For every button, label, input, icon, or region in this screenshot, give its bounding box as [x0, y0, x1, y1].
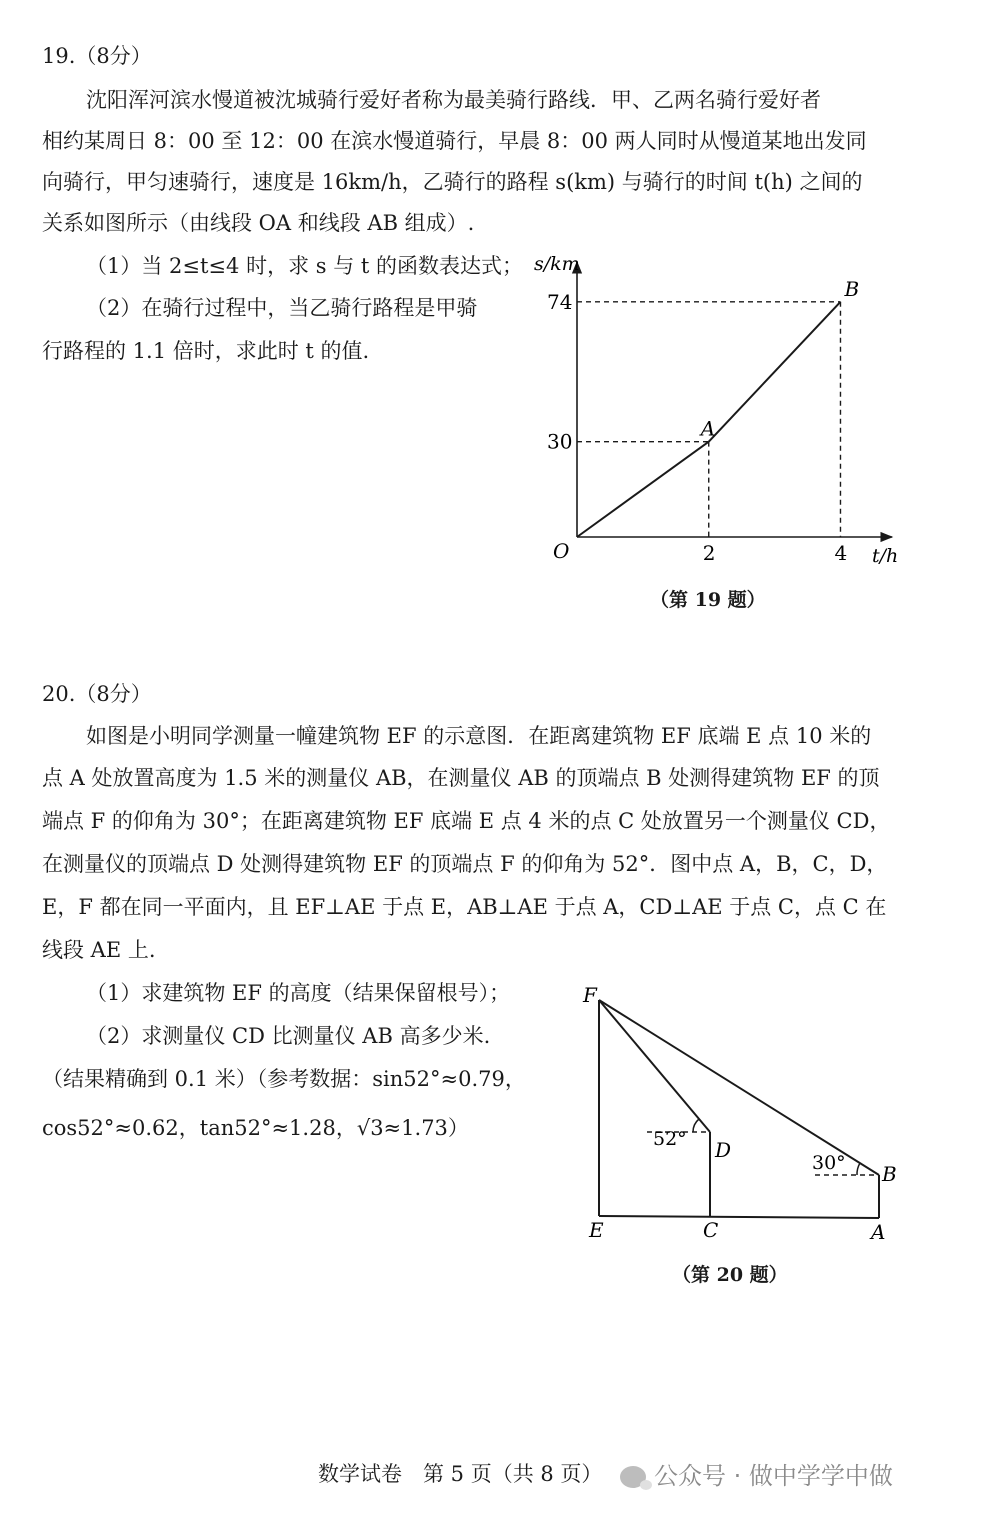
x-tick-label-2: 2	[702, 541, 716, 565]
point-F-label: F	[583, 983, 597, 1007]
q19-part1: （1）当 2≤t≤4 时，求 s 与 t 的函数表达式；	[86, 254, 523, 278]
q19-line-4: 关系如图所示（由线段 OA 和线段 AB 组成）.	[42, 211, 475, 235]
point-E-label: E	[589, 1218, 604, 1242]
page-footer: 数学试卷 第 5 页（共 8 页）	[318, 1462, 603, 1486]
y-tick-label-74: 74	[547, 289, 573, 314]
q20-line-1: 如图是小明同学测量一幢建筑物 EF 的示意图．在距离建筑物 EF 底端 E 点 10 米的	[86, 724, 872, 748]
point-B-label: B	[882, 1162, 897, 1186]
q20-line-4: 在测量仪的顶端点 D 处测得建筑物 EF 的顶端点 F 的仰角为 52°．图中点 A，B，C，D，	[42, 852, 888, 876]
watermark	[620, 1456, 893, 1491]
point-A-label: A	[871, 1220, 886, 1244]
q20-caption: （第 20 题）	[672, 1264, 788, 1286]
q19-line-2: 相约某周日 8：00 至 12：00 在滨水慢道骑行，早晨 8：00 两人同时从慢道某地出发同	[42, 129, 867, 153]
q20-line-3: 端点 F 的仰角为 30°；在距离建筑物 EF 底端 E 点 4 米的点 C 处放置另一个测量仪 CD，	[42, 809, 891, 833]
wechat-icon	[620, 1466, 646, 1488]
q20-line-5: E，F 都在同一平面内，且 EF⊥AE 于点 E，AB⊥AE 于点 A，CD⊥AE 于点 C，点 C 在	[42, 895, 887, 919]
point-C-label: C	[703, 1218, 719, 1242]
series-segment-1	[577, 442, 709, 537]
angle-arc-52	[693, 1119, 699, 1132]
y-tick-label-30: 30	[547, 429, 573, 454]
q19-part2-line1: （2）在骑行过程中，当乙骑行路程是甲骑	[86, 296, 478, 320]
point-label-A: A	[700, 416, 716, 441]
segment-FD	[599, 1000, 710, 1132]
chart-origin-label: O	[553, 539, 570, 563]
angle-30-label: 30°	[812, 1152, 846, 1174]
q20-line-6: 线段 AE 上.	[42, 938, 156, 962]
watermark-text: 公众号 · 做中学学中做	[654, 1462, 893, 1490]
q19-caption: （第 19 题）	[650, 589, 766, 611]
q19-part2-line2: 行路程的 1.1 倍时，求此时 t 的值.	[42, 339, 370, 363]
chart-y-label: s/km	[534, 253, 580, 275]
point-label-B: B	[844, 276, 860, 301]
segment-EA	[599, 1216, 879, 1218]
series-segment-2	[709, 302, 841, 442]
angle-52-label: 52°	[653, 1128, 687, 1150]
q20-part2-line1: （2）求测量仪 CD 比测量仪 AB 高多少米.	[86, 1024, 491, 1048]
q19-number: 19.（8分）	[42, 44, 152, 68]
chart-x-label: t/h	[872, 545, 899, 567]
q20-part1: （1）求建筑物 EF 的高度（结果保留根号）；	[86, 981, 511, 1005]
q20-part2-line3: cos52°≈0.62，tan52°≈1.28，√3≈1.73）	[42, 1116, 469, 1140]
angle-arc-30	[857, 1163, 860, 1175]
q20-line-2: 点 A 处放置高度为 1.5 米的测量仪 AB，在测量仪 AB 的顶端点 B 处测得建筑物 EF 的顶	[42, 766, 880, 790]
q19-line-1: 沈阳浑河滨水慢道被沈城骑行爱好者称为最美骑行路线．甲、乙两名骑行爱好者	[86, 88, 821, 112]
segment-FB	[599, 1000, 879, 1175]
q19-line-3: 向骑行，甲匀速骑行，速度是 16km/h，乙骑行的路程 s(km) 与骑行的时间 t(h) 之间的	[42, 170, 863, 194]
x-tick-label-4: 4	[834, 541, 848, 565]
q20-part2-line2: （结果精确到 0.1 米）（参考数据：sin52°≈0.79，	[42, 1067, 526, 1091]
q20-number: 20.（8分）	[42, 682, 152, 706]
q19-chart	[520, 250, 910, 580]
point-D-label: D	[715, 1138, 732, 1162]
q20-figure	[575, 980, 905, 1245]
